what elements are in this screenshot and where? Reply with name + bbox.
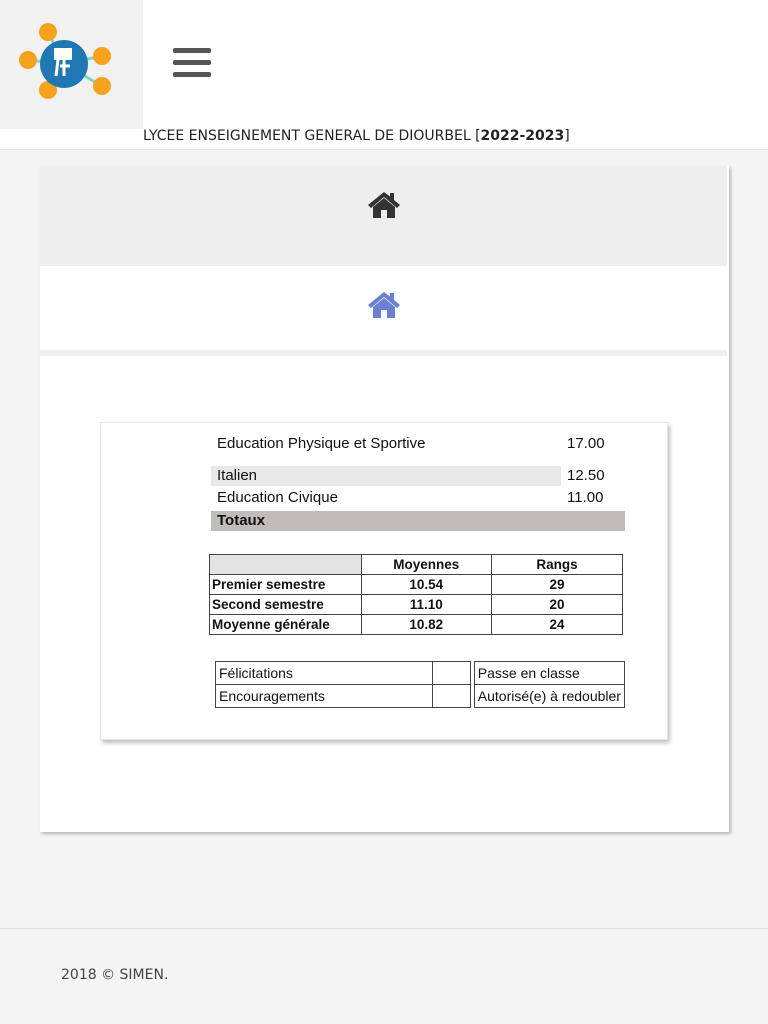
app-header — [0, 0, 768, 150]
network-logo-icon — [14, 18, 118, 104]
home-icon — [366, 190, 402, 220]
totals-row: Totaux — [211, 511, 625, 531]
home-icon — [366, 290, 402, 320]
menu-toggle-button[interactable] — [170, 48, 214, 82]
report-card-image[interactable] — [100, 422, 668, 740]
table-row: Moyenne générale 10.82 24 — [210, 615, 623, 635]
decisions-table — [215, 661, 625, 708]
subject-row: Education Civique 11.00 — [217, 489, 604, 506]
home-link[interactable] — [40, 266, 727, 356]
logo[interactable] — [0, 0, 143, 129]
averages-table — [209, 554, 623, 635]
table-row: Encouragements Autorisé(e) à redoubler — [216, 685, 625, 708]
subject-row: Education Physique et Sportive 17.00 — [217, 435, 605, 452]
school-title: LYCEE ENSEIGNEMENT GENERAL DE DIOURBEL [2022-2023] — [143, 128, 570, 144]
table-header-row: Moyennes Rangs — [210, 555, 623, 575]
table-row: Premier semestre 10.54 29 — [210, 575, 623, 595]
home-nav-item[interactable] — [40, 166, 727, 266]
table-row: Félicitations Passe en classe — [216, 662, 625, 685]
school-year: 2022-2023 — [480, 128, 565, 144]
report-card — [211, 435, 625, 705]
table-row: Second semestre 11.10 20 — [210, 595, 623, 615]
subject-row: Italien 12.50 — [211, 466, 625, 486]
copyright-text: 2018 © SIMEN. — [61, 967, 169, 983]
school-name: LYCEE ENSEIGNEMENT GENERAL DE DIOURBEL [ — [143, 128, 481, 144]
hamburger-icon — [173, 48, 211, 53]
footer — [0, 928, 768, 1024]
content-card — [40, 166, 729, 832]
